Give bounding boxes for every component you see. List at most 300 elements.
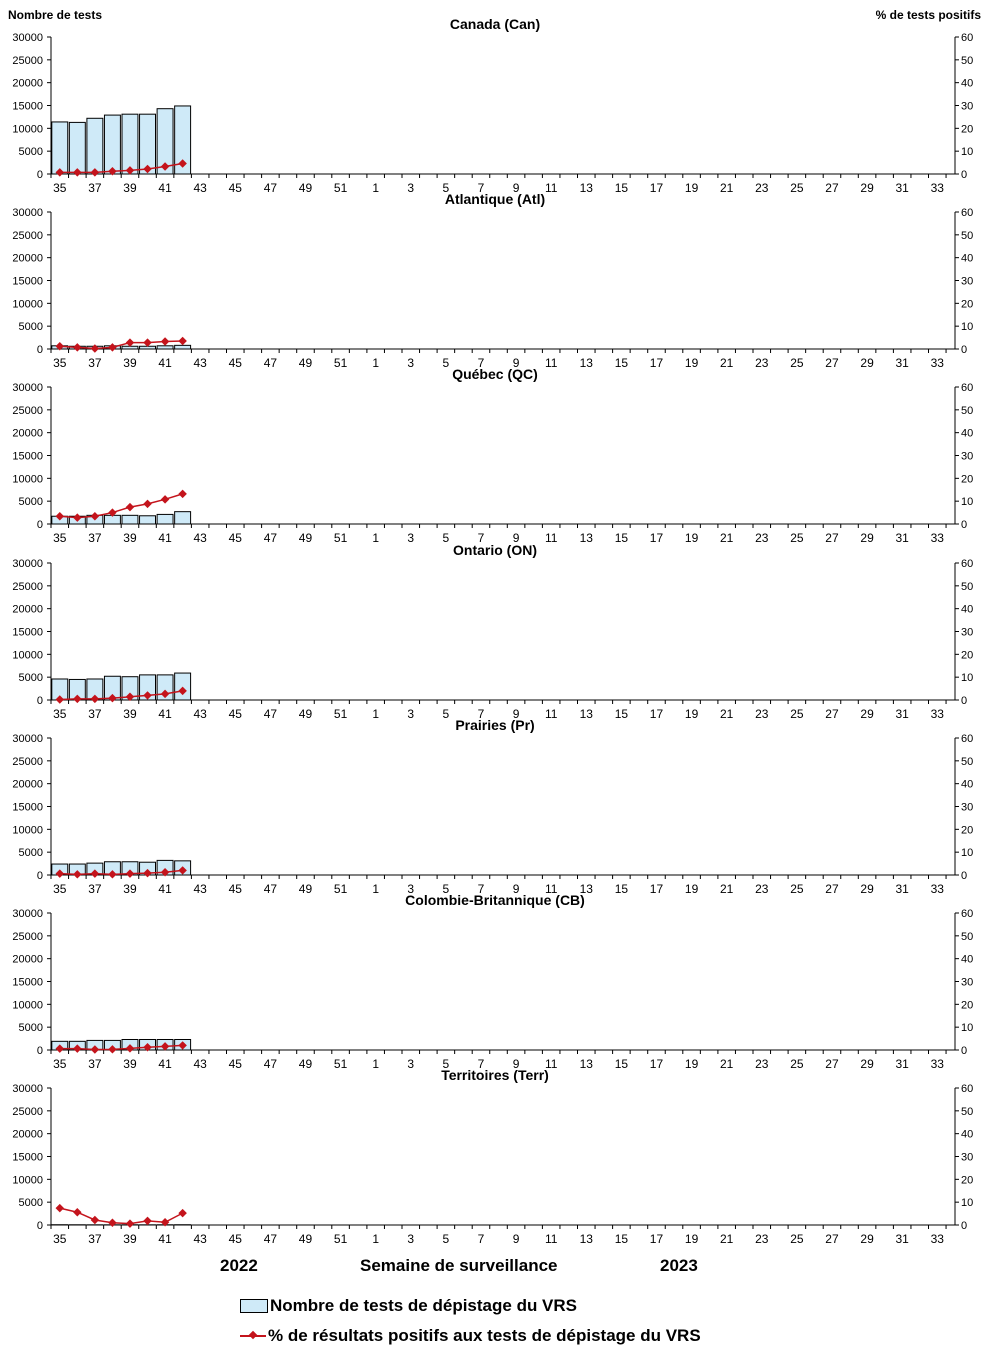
left-tick-label: 15000	[12, 450, 43, 463]
x-tick-label: 19	[684, 882, 699, 896]
x-tick-label: 9	[512, 356, 520, 370]
x-tick-label: 19	[684, 356, 699, 370]
x-tick-label: 41	[158, 531, 172, 545]
x-tick-label: 5	[442, 707, 450, 721]
right-tick-label: 60	[961, 908, 974, 920]
chart-panel-1	[12, 16, 973, 195]
x-tick-label: 9	[512, 181, 520, 195]
bar-tests	[157, 514, 173, 524]
x-tick-label: 7	[477, 356, 485, 370]
right-tick-label: 20	[961, 1174, 974, 1187]
x-tick-label: 41	[158, 356, 172, 370]
left-tick-label: 30000	[12, 733, 43, 745]
chart-panel-5	[12, 717, 973, 896]
right-tick-label: 30	[961, 976, 974, 989]
x-tick-label: 15	[614, 356, 629, 370]
legend-line-label: % de résultats positifs aux tests de dépistage du VRS	[268, 1326, 701, 1345]
x-tick-label: 25	[790, 181, 804, 195]
bar-tests	[140, 516, 156, 524]
left-tick-label: 15000	[12, 626, 43, 639]
right-tick-label: 0	[961, 1220, 968, 1232]
x-tick-label: 27	[825, 531, 839, 545]
bar-tests	[157, 346, 173, 349]
x-tick-label: 45	[228, 1232, 242, 1246]
right-tick-label: 40	[961, 953, 974, 966]
x-tick-label: 21	[719, 531, 734, 545]
x-tick-label: 29	[860, 181, 874, 195]
left-tick-label: 10000	[12, 1174, 43, 1187]
left-tick-label: 25000	[12, 1105, 43, 1118]
x-tick-label: 31	[895, 1057, 909, 1071]
left-tick-label: 10000	[12, 298, 43, 311]
positivity-point	[91, 1216, 99, 1224]
right-tick-label: 40	[961, 603, 974, 616]
x-tick-label: 49	[298, 1057, 313, 1071]
x-tick-label: 29	[860, 707, 874, 721]
left-tick-label: 0	[36, 695, 43, 707]
x-tick-label: 13	[579, 181, 593, 195]
positivity-point	[56, 1204, 64, 1212]
left-tick-label: 20000	[12, 1128, 43, 1141]
left-tick-label: 0	[36, 870, 43, 882]
positivity-point	[178, 490, 186, 498]
x-tick-label: 29	[860, 1057, 874, 1071]
x-tick-label: 43	[193, 882, 207, 896]
x-tick-label: 11	[544, 882, 558, 896]
x-tick-label: 51	[333, 1057, 348, 1071]
x-tick-label: 49	[298, 882, 313, 896]
right-tick-label: 60	[961, 32, 974, 44]
x-tick-label: 45	[228, 531, 242, 545]
panel-title: Québec (QC)	[452, 366, 538, 382]
positivity-point	[126, 1219, 134, 1227]
right-axis-header: % de tests positifs	[875, 8, 981, 22]
right-tick-label: 0	[961, 1045, 968, 1057]
left-tick-label: 20000	[12, 427, 43, 440]
right-tick-label: 50	[961, 580, 974, 593]
x-tick-label: 1	[372, 707, 380, 721]
x-tick-label: 51	[333, 531, 348, 545]
left-tick-label: 30000	[12, 558, 43, 570]
x-tick-label: 7	[477, 1057, 485, 1071]
x-tick-label: 15	[614, 181, 629, 195]
x-tick-label: 23	[755, 181, 769, 195]
chart-panel-7	[12, 1067, 973, 1246]
x-tick-label: 15	[614, 882, 629, 896]
x-tick-label: 15	[614, 1232, 629, 1246]
left-tick-label: 5000	[18, 496, 43, 509]
right-tick-label: 10	[961, 496, 974, 509]
x-tick-label: 49	[298, 181, 313, 195]
x-tick-label: 17	[649, 181, 664, 195]
x-tick-label: 45	[228, 356, 242, 370]
x-tick-label: 21	[719, 707, 734, 721]
x-tick-label: 33	[930, 356, 944, 370]
x-tick-label: 1	[372, 531, 380, 545]
x-tick-label: 9	[512, 1232, 520, 1246]
x-tick-label: 27	[825, 1232, 839, 1246]
left-tick-label: 10000	[12, 824, 43, 837]
right-tick-label: 30	[961, 626, 974, 639]
panel-title: Canada (Can)	[449, 16, 541, 32]
right-tick-label: 60	[961, 558, 974, 570]
left-tick-label: 10000	[12, 999, 43, 1012]
x-tick-label: 35	[53, 1232, 67, 1246]
left-tick-label: 0	[36, 1045, 43, 1057]
positivity-point	[73, 1208, 81, 1216]
x-tick-label: 37	[88, 882, 102, 896]
x-tick-label: 29	[860, 356, 874, 370]
x-tick-label: 23	[755, 531, 769, 545]
x-tick-label: 31	[895, 356, 909, 370]
panel-title: Colombie-Britannique (CB)	[405, 892, 585, 908]
panel-title: Atlantique (Atl)	[444, 191, 546, 207]
left-tick-label: 15000	[12, 976, 43, 989]
x-tick-label: 11	[544, 356, 558, 370]
x-tick-label: 15	[614, 531, 629, 545]
x-tick-label: 23	[755, 882, 769, 896]
bar-tests	[122, 114, 138, 174]
x-tick-label: 7	[477, 531, 485, 545]
x-tick-label: 11	[544, 531, 558, 545]
x-tick-label: 43	[193, 1057, 207, 1071]
left-axis-header: Nombre de tests	[8, 8, 103, 22]
legend-line-marker	[240, 1330, 266, 1342]
left-tick-label: 10000	[12, 123, 43, 136]
x-tick-label: 35	[53, 356, 67, 370]
positivity-point	[126, 503, 134, 511]
x-tick-label: 31	[895, 1232, 909, 1246]
x-tick-label: 33	[930, 181, 944, 195]
x-tick-label: 51	[333, 707, 348, 721]
x-tick-label: 23	[755, 1057, 769, 1071]
left-tick-label: 20000	[12, 953, 43, 966]
x-tick-label: 5	[442, 181, 450, 195]
x-tick-label: 7	[477, 882, 485, 896]
left-tick-label: 20000	[12, 252, 43, 265]
legend-bars-label: Nombre de tests de dépistage du VRS	[270, 1296, 578, 1315]
right-tick-label: 20	[961, 123, 974, 136]
right-tick-label: 20	[961, 824, 974, 837]
x-tick-label: 27	[825, 707, 839, 721]
x-tick-label: 7	[477, 181, 485, 195]
x-tick-label: 41	[158, 1057, 172, 1071]
right-tick-label: 50	[961, 229, 974, 242]
x-tick-label: 39	[123, 531, 137, 545]
x-tick-label: 11	[544, 181, 558, 195]
left-tick-label: 5000	[18, 672, 43, 685]
right-tick-label: 0	[961, 695, 968, 707]
bar-tests	[175, 345, 191, 349]
right-tick-label: 50	[961, 404, 974, 417]
x-tick-label: 11	[544, 1232, 558, 1246]
x-tick-label: 11	[544, 1057, 558, 1071]
right-tick-label: 30	[961, 450, 974, 463]
x-tick-label: 45	[228, 707, 242, 721]
x-tick-label: 3	[407, 1232, 415, 1246]
left-tick-label: 30000	[12, 1083, 43, 1095]
x-tick-label: 41	[158, 882, 172, 896]
right-tick-label: 10	[961, 847, 974, 860]
right-tick-label: 40	[961, 252, 974, 265]
x-tick-label: 13	[579, 882, 593, 896]
right-tick-label: 60	[961, 733, 974, 745]
x-tick-label: 41	[158, 1232, 172, 1246]
right-tick-label: 40	[961, 1128, 974, 1141]
x-tick-label: 47	[263, 1057, 278, 1071]
x-tick-label: 23	[755, 356, 769, 370]
right-tick-label: 60	[961, 382, 974, 394]
x-tick-label: 3	[407, 181, 415, 195]
x-tick-label: 37	[88, 531, 102, 545]
positivity-point	[143, 338, 151, 346]
x-tick-label: 15	[614, 1057, 629, 1071]
x-tick-label: 37	[88, 181, 102, 195]
x-tick-label: 39	[123, 707, 137, 721]
x-tick-label: 5	[442, 882, 450, 896]
legend-bar-swatch	[240, 1299, 268, 1313]
x-tick-label: 37	[88, 707, 102, 721]
left-tick-label: 20000	[12, 603, 43, 616]
x-tick-label: 47	[263, 707, 278, 721]
x-tick-label: 19	[684, 707, 699, 721]
x-tick-label: 21	[719, 1057, 734, 1071]
right-tick-label: 40	[961, 778, 974, 791]
bar-tests	[52, 122, 68, 174]
x-tick-label: 39	[123, 1232, 137, 1246]
bar-tests	[122, 515, 138, 524]
left-tick-label: 5000	[18, 1197, 43, 1210]
x-tick-label: 1	[372, 1232, 380, 1246]
x-tick-label: 1	[372, 1057, 380, 1071]
x-tick-label: 33	[930, 1057, 944, 1071]
x-tick-label: 21	[719, 356, 734, 370]
bar-tests	[175, 673, 191, 700]
x-tick-label: 29	[860, 882, 874, 896]
left-tick-label: 25000	[12, 404, 43, 417]
right-tick-label: 50	[961, 54, 974, 67]
x-tick-label: 27	[825, 1057, 839, 1071]
left-tick-label: 30000	[12, 908, 43, 920]
x-tick-label: 47	[263, 531, 278, 545]
panel-title: Territoires (Terr)	[441, 1067, 549, 1083]
x-tick-label: 51	[333, 181, 348, 195]
left-tick-label: 20000	[12, 778, 43, 791]
x-tick-label: 3	[407, 707, 415, 721]
x-tick-label: 25	[790, 531, 804, 545]
right-tick-label: 0	[961, 344, 968, 356]
positivity-point	[178, 337, 186, 345]
x-tick-label: 27	[825, 882, 839, 896]
x-tick-label: 15	[614, 707, 629, 721]
x-tick-label: 11	[544, 707, 558, 721]
x-tick-label: 39	[123, 1057, 137, 1071]
left-tick-label: 25000	[12, 930, 43, 943]
x-tick-label: 3	[407, 531, 415, 545]
legend-bars-item	[240, 1296, 577, 1316]
x-tick-label: 3	[407, 882, 415, 896]
positivity-point	[178, 1209, 186, 1217]
right-tick-label: 0	[961, 519, 968, 531]
x-tick-label: 41	[158, 181, 172, 195]
x-tick-label: 19	[684, 1057, 699, 1071]
x-tick-label: 13	[579, 356, 593, 370]
right-tick-label: 60	[961, 207, 974, 219]
right-tick-label: 20	[961, 298, 974, 311]
left-tick-label: 30000	[12, 32, 43, 44]
left-tick-label: 5000	[18, 146, 43, 159]
x-tick-label: 25	[790, 1057, 804, 1071]
right-tick-label: 10	[961, 1197, 974, 1210]
x-tick-label: 37	[88, 1057, 102, 1071]
right-tick-label: 40	[961, 77, 974, 90]
bar-tests	[69, 122, 85, 174]
x-tick-label: 13	[579, 1057, 593, 1071]
left-tick-label: 10000	[12, 649, 43, 662]
panel-title: Ontario (ON)	[453, 542, 537, 558]
x-tick-label: 51	[333, 356, 348, 370]
left-tick-label: 0	[36, 1220, 43, 1232]
left-tick-label: 5000	[18, 847, 43, 860]
left-tick-label: 10000	[12, 473, 43, 486]
x-tick-label: 29	[860, 1232, 874, 1246]
x-tick-label: 7	[477, 1232, 485, 1246]
x-tick-label: 7	[477, 707, 485, 721]
x-tick-label: 51	[333, 1232, 348, 1246]
legend-line-item	[240, 1326, 701, 1346]
x-tick-label: 49	[298, 531, 313, 545]
positivity-point	[108, 343, 116, 351]
right-tick-label: 20	[961, 473, 974, 486]
positivity-point	[126, 338, 134, 346]
left-tick-label: 25000	[12, 580, 43, 593]
x-tick-label: 5	[442, 356, 450, 370]
x-tick-label: 19	[684, 1232, 699, 1246]
right-tick-label: 20	[961, 649, 974, 662]
chart-panel-2	[12, 191, 973, 370]
x-tick-label: 1	[372, 181, 380, 195]
year-2023-label: 2023	[660, 1256, 698, 1275]
x-tick-label: 1	[372, 356, 380, 370]
x-tick-label: 9	[512, 1057, 520, 1071]
right-tick-label: 10	[961, 146, 974, 159]
right-tick-label: 60	[961, 1083, 974, 1095]
left-tick-label: 15000	[12, 801, 43, 814]
right-tick-label: 30	[961, 275, 974, 288]
x-tick-label: 23	[755, 707, 769, 721]
x-tick-label: 3	[407, 356, 415, 370]
x-tick-label: 35	[53, 1057, 67, 1071]
x-tick-label: 9	[512, 882, 520, 896]
x-tick-label: 35	[53, 531, 67, 545]
x-tick-label: 31	[895, 181, 909, 195]
left-tick-label: 25000	[12, 54, 43, 67]
x-tick-label: 17	[649, 356, 664, 370]
bar-tests	[175, 512, 191, 524]
x-tick-label: 25	[790, 882, 804, 896]
positivity-point	[143, 1217, 151, 1225]
x-tick-label: 13	[579, 531, 593, 545]
right-tick-label: 50	[961, 930, 974, 943]
right-tick-label: 30	[961, 1151, 974, 1164]
right-tick-label: 10	[961, 672, 974, 685]
x-tick-label: 39	[123, 356, 137, 370]
x-tick-label: 25	[790, 707, 804, 721]
x-tick-label: 17	[649, 882, 664, 896]
x-tick-label: 33	[930, 882, 944, 896]
chart-panel-6	[12, 892, 973, 1071]
x-tick-label: 43	[193, 531, 207, 545]
x-tick-label: 25	[790, 356, 804, 370]
left-tick-label: 15000	[12, 275, 43, 288]
year-2022-label: 2022	[220, 1256, 258, 1275]
x-tick-label: 47	[263, 882, 278, 896]
right-tick-label: 30	[961, 801, 974, 814]
x-tick-label: 31	[895, 882, 909, 896]
x-tick-label: 17	[649, 1232, 664, 1246]
x-tick-label: 5	[442, 1057, 450, 1071]
left-tick-label: 15000	[12, 100, 43, 113]
right-tick-label: 20	[961, 999, 974, 1012]
x-tick-label: 35	[53, 181, 67, 195]
right-tick-label: 0	[961, 169, 968, 181]
x-tick-label: 49	[298, 356, 313, 370]
x-tick-label: 9	[512, 531, 520, 545]
positivity-point	[143, 500, 151, 508]
left-tick-label: 0	[36, 519, 43, 531]
panel-title: Prairies (Pr)	[455, 717, 535, 733]
x-tick-label: 37	[88, 356, 102, 370]
left-tick-label: 25000	[12, 755, 43, 768]
x-tick-label: 5	[442, 1232, 450, 1246]
x-tick-label: 9	[512, 707, 520, 721]
left-tick-label: 5000	[18, 1022, 43, 1035]
bar-tests	[104, 115, 120, 174]
x-tick-label: 3	[407, 1057, 415, 1071]
x-tick-label: 17	[649, 531, 664, 545]
x-tick-label: 17	[649, 1057, 664, 1071]
x-tick-label: 35	[53, 882, 67, 896]
x-tick-label: 17	[649, 707, 664, 721]
x-tick-label: 33	[930, 707, 944, 721]
x-tick-label: 43	[193, 356, 207, 370]
x-tick-label: 31	[895, 531, 909, 545]
x-tick-label: 51	[333, 882, 348, 896]
positivity-point	[161, 495, 169, 503]
positivity-point	[73, 343, 81, 351]
x-tick-label: 5	[442, 531, 450, 545]
x-tick-label: 45	[228, 882, 242, 896]
x-tick-label: 25	[790, 1232, 804, 1246]
x-tick-label: 33	[930, 531, 944, 545]
left-tick-label: 30000	[12, 382, 43, 394]
left-tick-label: 30000	[12, 207, 43, 219]
x-tick-label: 21	[719, 181, 734, 195]
right-tick-label: 30	[961, 100, 974, 113]
x-tick-label: 33	[930, 1232, 944, 1246]
right-tick-label: 0	[961, 870, 968, 882]
x-tick-label: 1	[372, 882, 380, 896]
left-tick-label: 5000	[18, 321, 43, 334]
x-tick-label: 21	[719, 1232, 734, 1246]
left-tick-label: 15000	[12, 1151, 43, 1164]
x-tick-label: 13	[579, 1232, 593, 1246]
positivity-point	[91, 344, 99, 352]
bar-tests	[87, 118, 103, 174]
right-tick-label: 10	[961, 1022, 974, 1035]
x-tick-label: 41	[158, 707, 172, 721]
x-tick-label: 43	[193, 181, 207, 195]
